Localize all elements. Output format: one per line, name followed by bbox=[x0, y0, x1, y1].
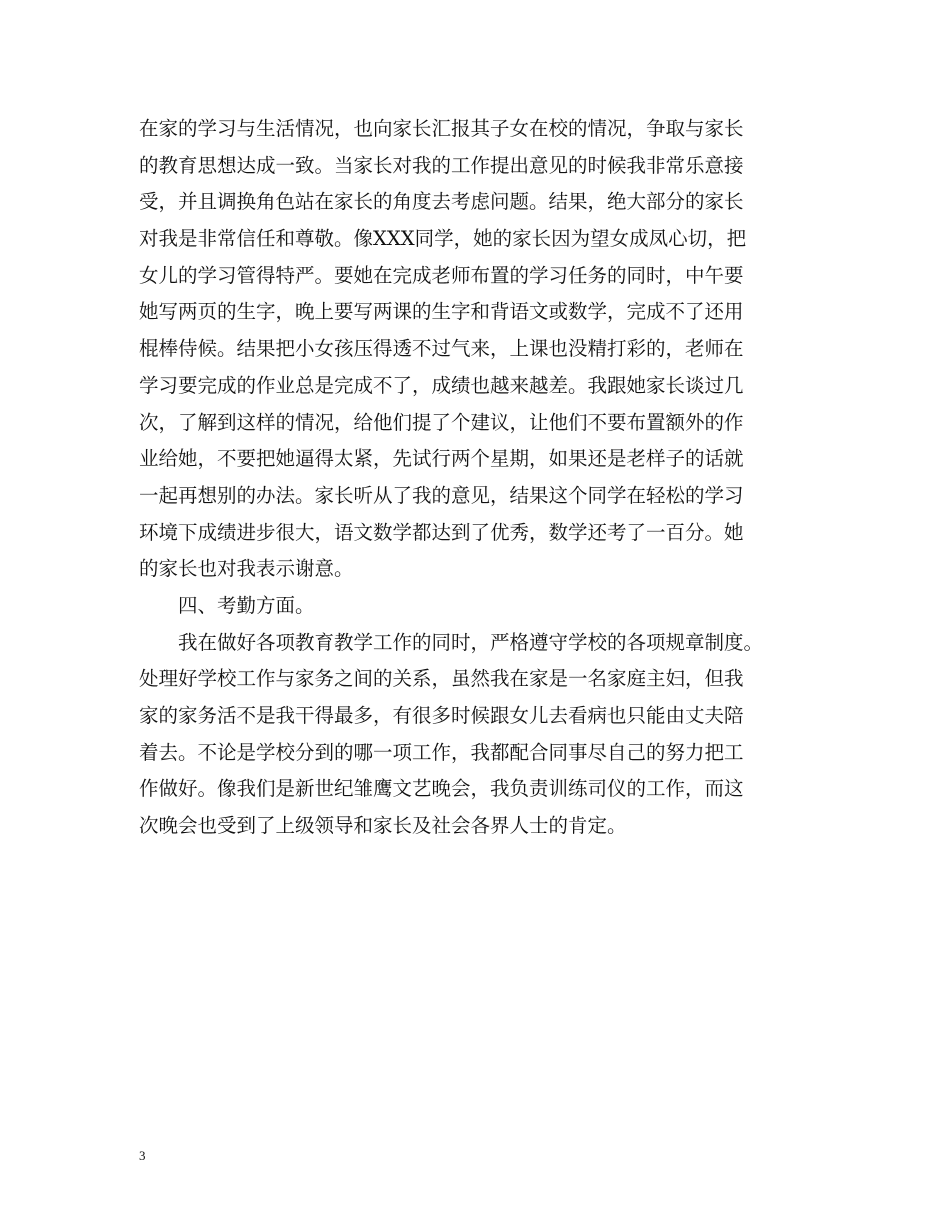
text-line: 她写两页的生字，晚上要写两课的生字和背语文或数学，完成不了还用 bbox=[139, 300, 744, 324]
page-number: 3 bbox=[139, 1148, 146, 1163]
text-line: 处理好学校工作与家务之间的关系，虽然我在家是一名家庭主妇，但我 bbox=[139, 667, 744, 691]
text-line: 次晚会也受到了上级领导和家长及社会各界人士的肯定。 bbox=[139, 814, 627, 838]
section-heading: 四、考勤方面。 bbox=[178, 593, 315, 617]
text-line: 棍棒侍候。结果把小女孩压得透不过气来，上课也没精打彩的，老师在 bbox=[139, 337, 744, 361]
text-line: 女儿的学习管得特严。要她在完成老师布置的学习任务的同时，中午要 bbox=[139, 263, 744, 287]
text-line: 作做好。像我们是新世纪雏鹰文艺晚会，我负责训练司仪的工作，而这 bbox=[139, 777, 744, 801]
text-line: 业给她，不要把她逼得太紧，先试行两个星期，如果还是老样子的话就 bbox=[139, 447, 744, 471]
text-line: 的家长也对我表示谢意。 bbox=[139, 557, 354, 581]
text-line: 我在做好各项教育教学工作的同时，严格遵守学校的各项规章制度。 bbox=[178, 630, 764, 654]
text-line: 对我是非常信任和尊敬。像XXX同学，她的家长因为望女成凤心切，把 bbox=[139, 227, 747, 251]
document-body bbox=[139, 111, 819, 845]
text-line: 家的家务活不是我干得最多，有很多时候跟女儿去看病也只能由丈夫陪 bbox=[139, 704, 744, 727]
text-line: 的教育思想达成一致。当家长对我的工作提出意见的时候我非常乐意接 bbox=[139, 153, 744, 177]
text-line: 着去。不论是学校分到的哪一项工作，我都配合同事尽自己的努力把工 bbox=[139, 740, 744, 764]
text-line: 受，并且调换角色站在家长的角度去考虑问题。结果，绝大部分的家长 bbox=[139, 190, 744, 214]
text-line: 学习要完成的作业总是完成不了，成绩也越来越差。我跟她家长谈过几 bbox=[139, 373, 744, 397]
text-line: 环境下成绩进步很大，语文数学都达到了优秀，数学还考了一百分。她 bbox=[139, 520, 744, 544]
text-line: 一起再想别的办法。家长听从了我的意见，结果这个同学在轻松的学习 bbox=[139, 483, 744, 507]
text-line: 次，了解到这样的情况，给他们提了个建议，让他们不要布置额外的作 bbox=[139, 410, 744, 434]
text-line: 在家的学习与生活情况，也向家长汇报其子女在校的情况，争取与家长 bbox=[139, 117, 744, 140]
